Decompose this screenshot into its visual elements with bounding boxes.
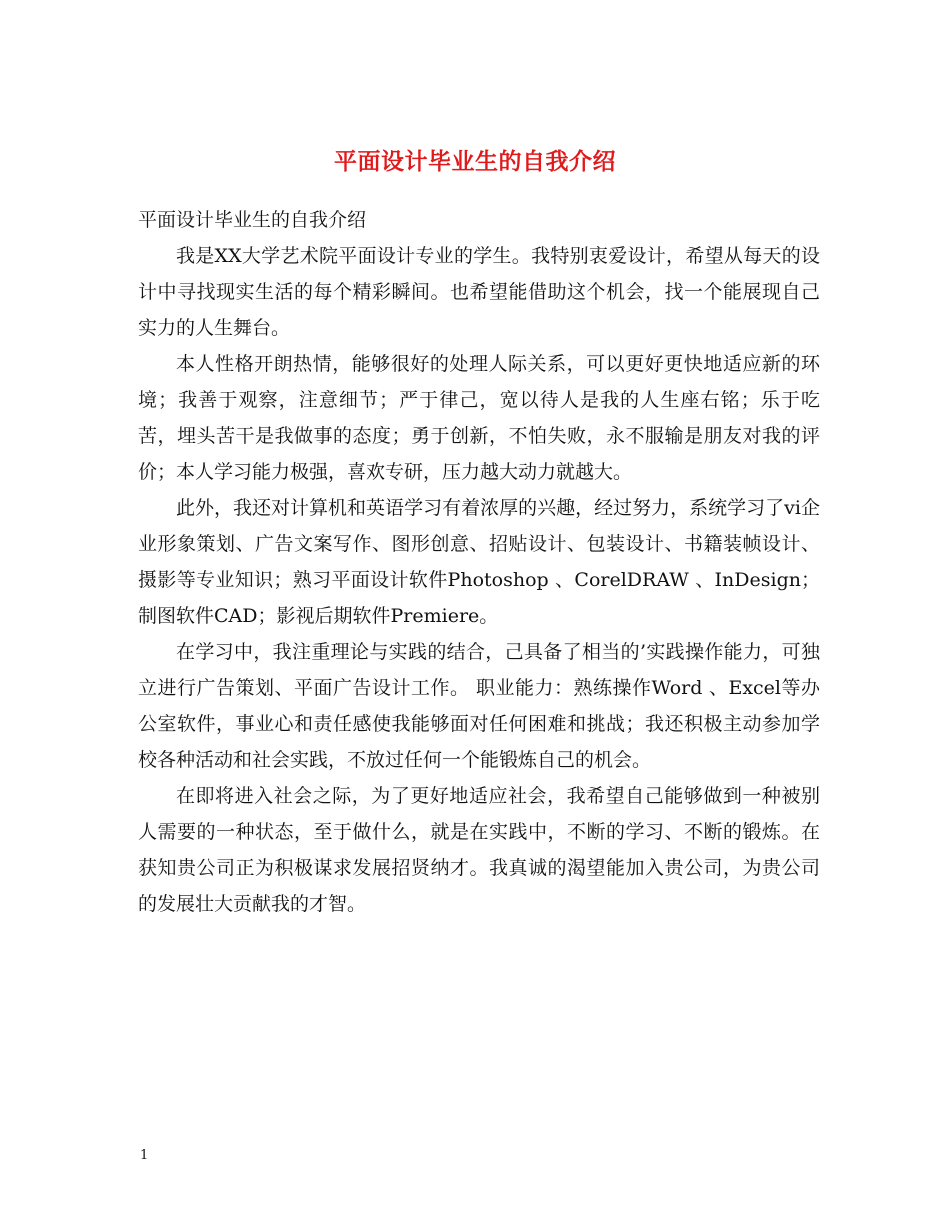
document-title: 平面设计毕业生的自我介绍 bbox=[334, 148, 616, 176]
paragraph-practice: 在学习中，我注重理论与实践的结合，己具备了相当的’实践操作能力，可独立进行广告策划、平面广告设计工作。 职业能力：熟练操作Word 、Excel等办公室软件，事业心和责任感使我能够面对任何困难和挑战；我还积极主动参加学校各种活动和社会实践，不放过任何一个能锻炼自己的机会。 bbox=[138, 641, 820, 771]
document-body bbox=[138, 202, 820, 922]
paragraph-closing: 在即将进入社会之际，为了更好地适应社会，我希望自己能够做到一种被别人需要的一种状态，至于做什么，就是在实践中，不断的学习、不断的锻炼。在获知贵公司正为积极谋求发展招贤纳才。我真诚的渴望能加入贵公司，为贵公司的发展壮大贡献我的才智。 bbox=[138, 785, 820, 915]
page-number: 1 bbox=[140, 1148, 149, 1163]
paragraph-personality: 本人性格开朗热情，能够很好的处理人际关系，可以更好更快地适应新的环境；我善于观察，注意细节；严于律己，宽以待人是我的人生座右铭；乐于吃苦，埋头苦干是我做事的态度；勇于创新，不怕失败，永不服输是朋友对我的评价；本人学习能力极强，喜欢专研，压力越大动力就越大。 bbox=[138, 353, 820, 483]
paragraph-skills: 此外，我还对计算机和英语学习有着浓厚的兴趣，经过努力，系统学习了vi企业形象策划、广告文案写作、图形创意、招贴设计、包装设计、书籍装帧设计、摄影等专业知识；熟习平面设计软件Photoshop 、CorelDRAW 、InDesign；制图软件CAD；影视后期软件Premiere。 bbox=[138, 497, 820, 627]
paragraph-intro: 我是XX大学艺术院平面设计专业的学生。我特别衷爱设计，希望从每天的设计中寻找现实生活的每个精彩瞬间。也希望能借助这个机会，找一个能展现自己实力的人生舞台。 bbox=[138, 245, 820, 339]
document-subtitle: 平面设计毕业生的自我介绍 bbox=[138, 209, 367, 231]
